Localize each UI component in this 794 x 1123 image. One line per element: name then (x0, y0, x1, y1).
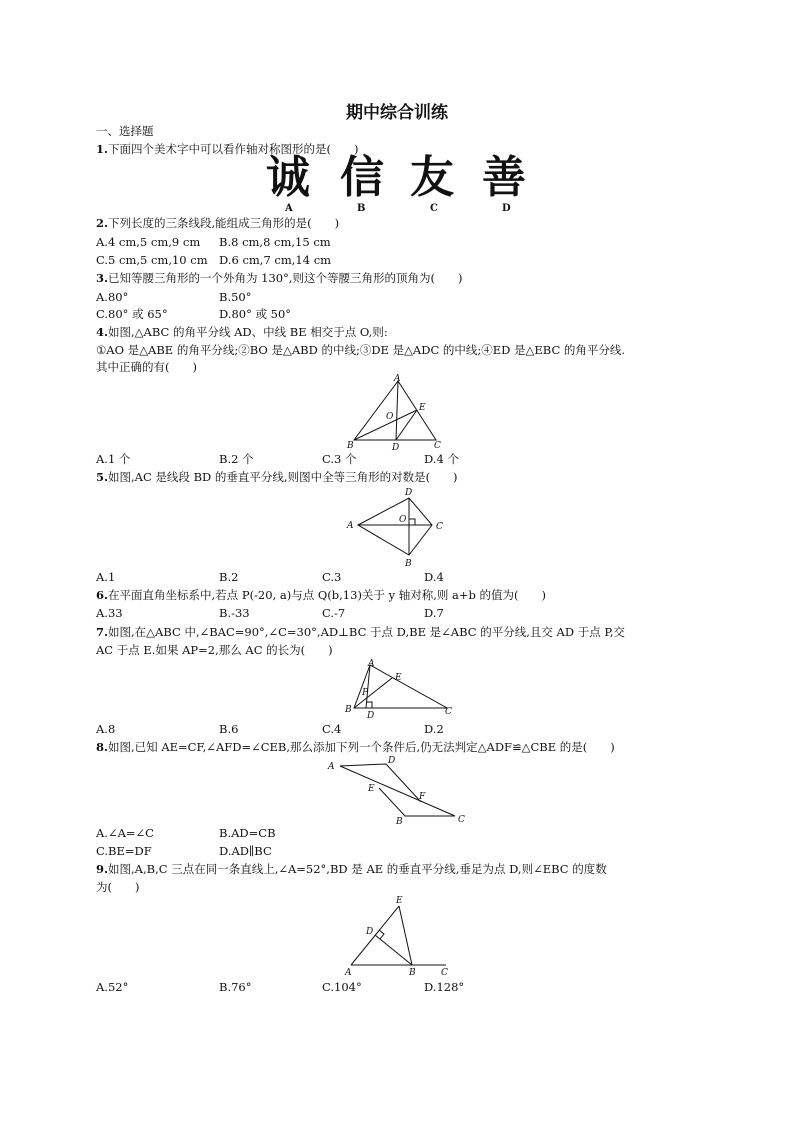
section-heading: 一、选择题 (96, 124, 154, 138)
q3-option-d[interactable]: D.80° 或 50° (219, 307, 292, 321)
q7-label-d: D (367, 711, 375, 721)
question-text: 如图,在△ABC 中,∠BAC=90°,∠C=30°,AD⊥BC 于点 D,BE 是∠ABC 的平分线,且交 AD 于点 P,交 (108, 625, 625, 639)
q7-label-b: B (345, 705, 352, 715)
q4-option-d[interactable]: D.4 个 (424, 452, 459, 466)
question-4-prompt: 其中正确的有( ) (96, 360, 197, 374)
question-text: 在平面直角坐标系中,若点 P(-20, a)与点 Q(b,13)关于 y 轴对称,则 a+b 的值为( ) (108, 588, 547, 602)
question-text: 如图,AC 是线段 BD 的垂直平分线,则图中全等三角形的对数是( ) (108, 470, 458, 484)
q8-label-f: F (419, 792, 426, 802)
question-number: 3. (96, 271, 109, 285)
art-label-b: B (357, 203, 366, 214)
q8-label-d: D (388, 756, 396, 766)
question-text: 下列长度的三条线段,能组成三角形的是( ) (108, 216, 340, 230)
q4-label-d: D (392, 443, 400, 453)
question-text: 如图,A,B,C 三点在同一条直线上,∠A=52°,BD 是 AE 的垂直平分线,垂足为点 D,则∠EBC 的度数 (108, 862, 607, 876)
q9-right-angle (379, 930, 384, 939)
q7-option-c[interactable]: C.4 (322, 722, 342, 736)
question-text: 如图,△ABC 的角平分线 AD、中线 BE 相交于点 O,则: (108, 325, 388, 339)
art-label-c: C (430, 203, 438, 214)
q4-option-c[interactable]: C.3 个 (322, 452, 357, 466)
q9-option-d[interactable]: D.128° (424, 980, 465, 994)
q9-option-a[interactable]: A.52° (96, 980, 129, 994)
q4-label-b: B (347, 441, 354, 451)
question-number: 2. (96, 216, 109, 230)
q9-label-b: B (409, 968, 416, 978)
q2-option-a[interactable]: A.4 cm,5 cm,9 cm (96, 235, 201, 249)
art-char-d: 善 (482, 152, 526, 203)
q8-option-c[interactable]: C.BE=DF (96, 844, 152, 858)
q8-option-a[interactable]: A.∠A=∠C (96, 826, 154, 840)
q8-label-e: E (368, 784, 375, 794)
page-title: 期中综合训练 (346, 103, 448, 123)
q9-label-e: E (396, 896, 403, 906)
q5-label-d: D (405, 488, 413, 498)
q9-option-c[interactable]: C.104° (322, 980, 362, 994)
q5-label-o: O (399, 515, 407, 525)
q3-option-c[interactable]: C.80° 或 65° (96, 307, 168, 321)
q7-label-a: A (368, 659, 375, 669)
art-label-a: A (285, 203, 293, 214)
q7-label-e: E (395, 673, 402, 683)
q8-label-a: A (328, 762, 335, 772)
q5-option-b[interactable]: B.2 (219, 570, 239, 584)
q7-option-d[interactable]: D.2 (424, 722, 444, 736)
q5-label-a: A (347, 521, 354, 531)
question-number: 5. (96, 470, 109, 484)
q6-option-a[interactable]: A.33 (96, 606, 123, 620)
q2-option-c[interactable]: C.5 cm,5 cm,10 cm (96, 253, 208, 267)
q7-option-b[interactable]: B.6 (219, 722, 239, 736)
q7-label-p: P (362, 688, 369, 698)
q6-option-c[interactable]: C.-7 (322, 606, 346, 620)
q4-label-a: A (394, 374, 401, 384)
question-number: 1. (96, 142, 109, 156)
q3-option-a[interactable]: A.80° (96, 290, 129, 304)
q5-option-d[interactable]: D.4 (424, 570, 444, 584)
question-number: 7. (96, 625, 109, 639)
q5-label-c: C (436, 522, 443, 532)
q5-option-a[interactable]: A.1 (96, 570, 116, 584)
q8-option-d[interactable]: D.AD∥BC (219, 844, 272, 858)
q6-option-b[interactable]: B.-33 (219, 606, 250, 620)
q3-option-b[interactable]: B.50° (219, 290, 252, 304)
q7-label-c: C (445, 707, 452, 717)
q4-label-o: O (386, 412, 394, 422)
q8-label-b: B (396, 817, 403, 827)
question-text: 如图,已知 AE=CF,∠AFD=∠CEB,那么添加下列一个条件后,仍无法判定△ADF≌△CBE 的是( ) (108, 740, 615, 754)
question-4-statements: ①AO 是△ABE 的角平分线;②BO 是△ABD 的中线;③DE 是△ADC 的中线;④ED 是△EBC 的角平分线. (96, 343, 626, 357)
q2-option-d[interactable]: D.6 cm,7 cm,14 cm (219, 253, 332, 267)
q6-option-d[interactable]: D.7 (424, 606, 444, 620)
art-char-c: 友 (410, 152, 454, 203)
q8-label-c: C (458, 815, 465, 825)
question-number: 4. (96, 325, 109, 339)
q2-option-b[interactable]: B.8 cm,8 cm,15 cm (219, 235, 331, 249)
q5-option-c[interactable]: C.3 (322, 570, 342, 584)
question-7-cont: AC 于点 E.如果 AP=2,那么 AC 的长为( ) (96, 643, 333, 657)
q9-label-a: A (345, 968, 352, 978)
q9-label-d: D (366, 927, 374, 937)
question-number: 8. (96, 740, 109, 754)
q7-option-a[interactable]: A.8 (96, 722, 116, 736)
q8-option-b[interactable]: B.AD=CB (219, 826, 276, 840)
question-9-cont: 为( ) (96, 880, 140, 894)
q4-option-a[interactable]: A.1 个 (96, 452, 131, 466)
q4-label-e: E (419, 403, 426, 413)
art-label-d: D (502, 203, 511, 214)
q9-option-b[interactable]: B.76° (219, 980, 252, 994)
art-char-a: 诚 (266, 152, 310, 203)
q9-label-c: C (441, 968, 448, 978)
question-number: 6. (96, 588, 109, 602)
q4-label-c: C (434, 441, 441, 451)
q5-label-b: B (405, 559, 412, 569)
question-number: 9. (96, 862, 109, 876)
question-text: 已知等腰三角形的一个外角为 130°,则这个等腰三角形的顶角为( ) (108, 271, 463, 285)
question-text: 下面四个美术字中可以看作轴对称图形的是( ) (108, 142, 359, 156)
q4-option-b[interactable]: B.2 个 (219, 452, 254, 466)
art-char-b: 信 (340, 152, 384, 203)
